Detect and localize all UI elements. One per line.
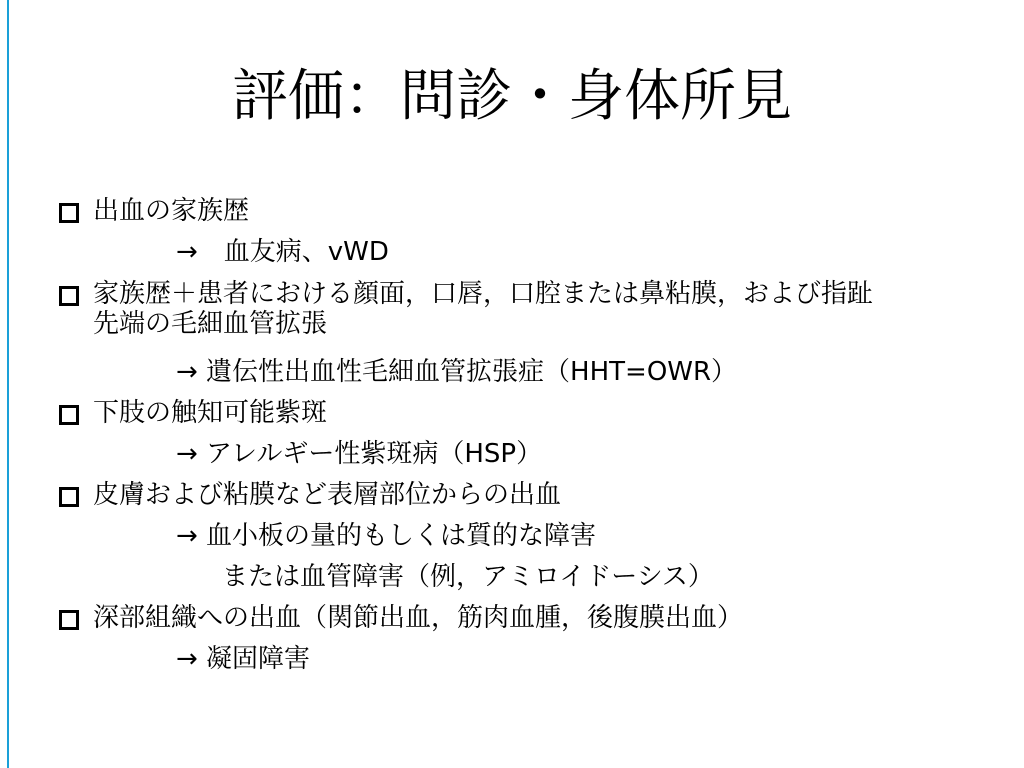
square-bullet-icon bbox=[59, 487, 79, 507]
square-bullet-icon bbox=[59, 405, 79, 425]
list-item-text: 下肢の触知可能紫斑 bbox=[93, 398, 328, 428]
list-item-text: 深部組織への出血（関節出血，筋肉血腫，後腹膜出血） bbox=[93, 603, 744, 633]
page-title: 評価：問診・身体所見 bbox=[232, 64, 792, 129]
square-bullet-icon bbox=[59, 610, 79, 630]
square-bullet-icon bbox=[59, 203, 79, 223]
list-item-sub: → 凝固障害 bbox=[176, 644, 311, 674]
list-item-text: 家族歴＋患者における顔面，口唇，口腔または鼻粘膜，および指趾 bbox=[93, 279, 874, 309]
square-bullet-icon bbox=[59, 286, 79, 306]
list-item-sub: または血管障害（例，アミロイドーシス） bbox=[222, 562, 714, 592]
list-item-text: 皮膚および粘膜など表層部位からの出血 bbox=[93, 480, 562, 510]
list-item-sub: → 遺伝性出血性毛細血管拡張症（HHT=OWR） bbox=[176, 357, 738, 387]
list-item-sub: → アレルギー性紫斑病（HSP） bbox=[176, 439, 543, 469]
list-item-text-continued: 先端の毛細血管拡張 bbox=[93, 309, 328, 339]
list-item-sub: → 血小板の量的もしくは質的な障害 bbox=[176, 521, 597, 551]
list-item-text: 出血の家族歴 bbox=[93, 196, 250, 226]
list-item-sub: → 血友病、vWD bbox=[176, 237, 389, 267]
